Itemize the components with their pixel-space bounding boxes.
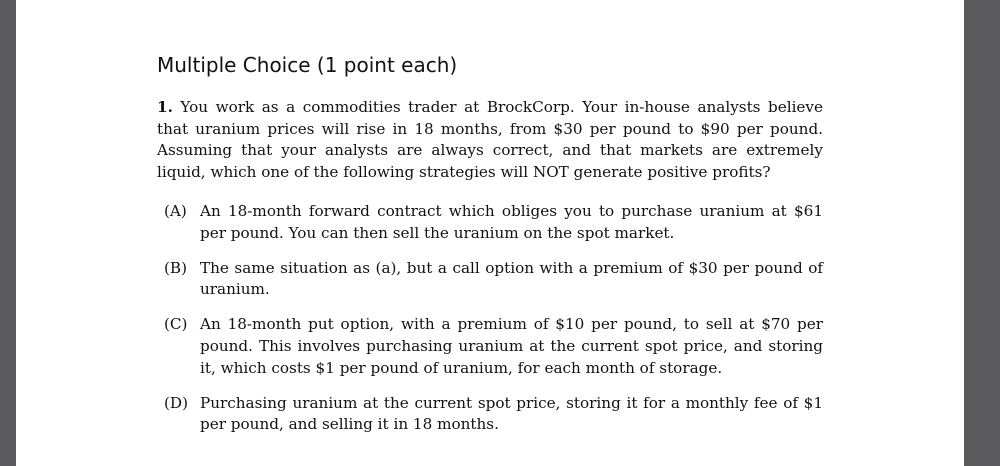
- option-c: [164, 314, 823, 379]
- document-page: [16, 0, 964, 466]
- section-title: Multiple Choice (1 point each): [157, 53, 458, 77]
- option-text: The same situation as (a), but a call option with a premium of $30 per pound of uranium.: [200, 258, 823, 299]
- question-1: [157, 97, 823, 183]
- option-text: Purchasing uranium at the current spot price, storing it for a monthly fee of $1 per pound, and selling it in 18 months.: [200, 393, 823, 434]
- option-letter: (D): [164, 393, 189, 412]
- option-text: An 18-month put option, with a premium of $10 per pound, to sell at $70 per pound. This involves purchasing uranium at the current spot price, and storing it, which costs $1 per pound of uranium, for each month of storage.: [200, 315, 823, 377]
- option-d: [164, 393, 823, 436]
- question-text: You work as a commodities trader at BrockCorp. Your in-house analysts believe that uranium prices will rise in 18 months, from $30 per pound to $90 per pound. Assuming that your analysts are always correct, and that markets are extremely liquid, which one of the following strategies will NOT generate positive profits?: [157, 98, 823, 181]
- option-letter: (C): [164, 315, 188, 334]
- option-letter: (A): [164, 202, 187, 220]
- question-number: 1.: [157, 98, 173, 116]
- option-text: An 18-month forward contract which obliges you to purchase uranium at $61 per pound. You can then sell the uranium on the spot market.: [200, 202, 823, 242]
- option-a: [164, 201, 823, 244]
- option-letter: (B): [164, 258, 188, 277]
- viewer-background: [964, 0, 1000, 466]
- option-b: [164, 258, 823, 301]
- answer-options: [164, 201, 823, 449]
